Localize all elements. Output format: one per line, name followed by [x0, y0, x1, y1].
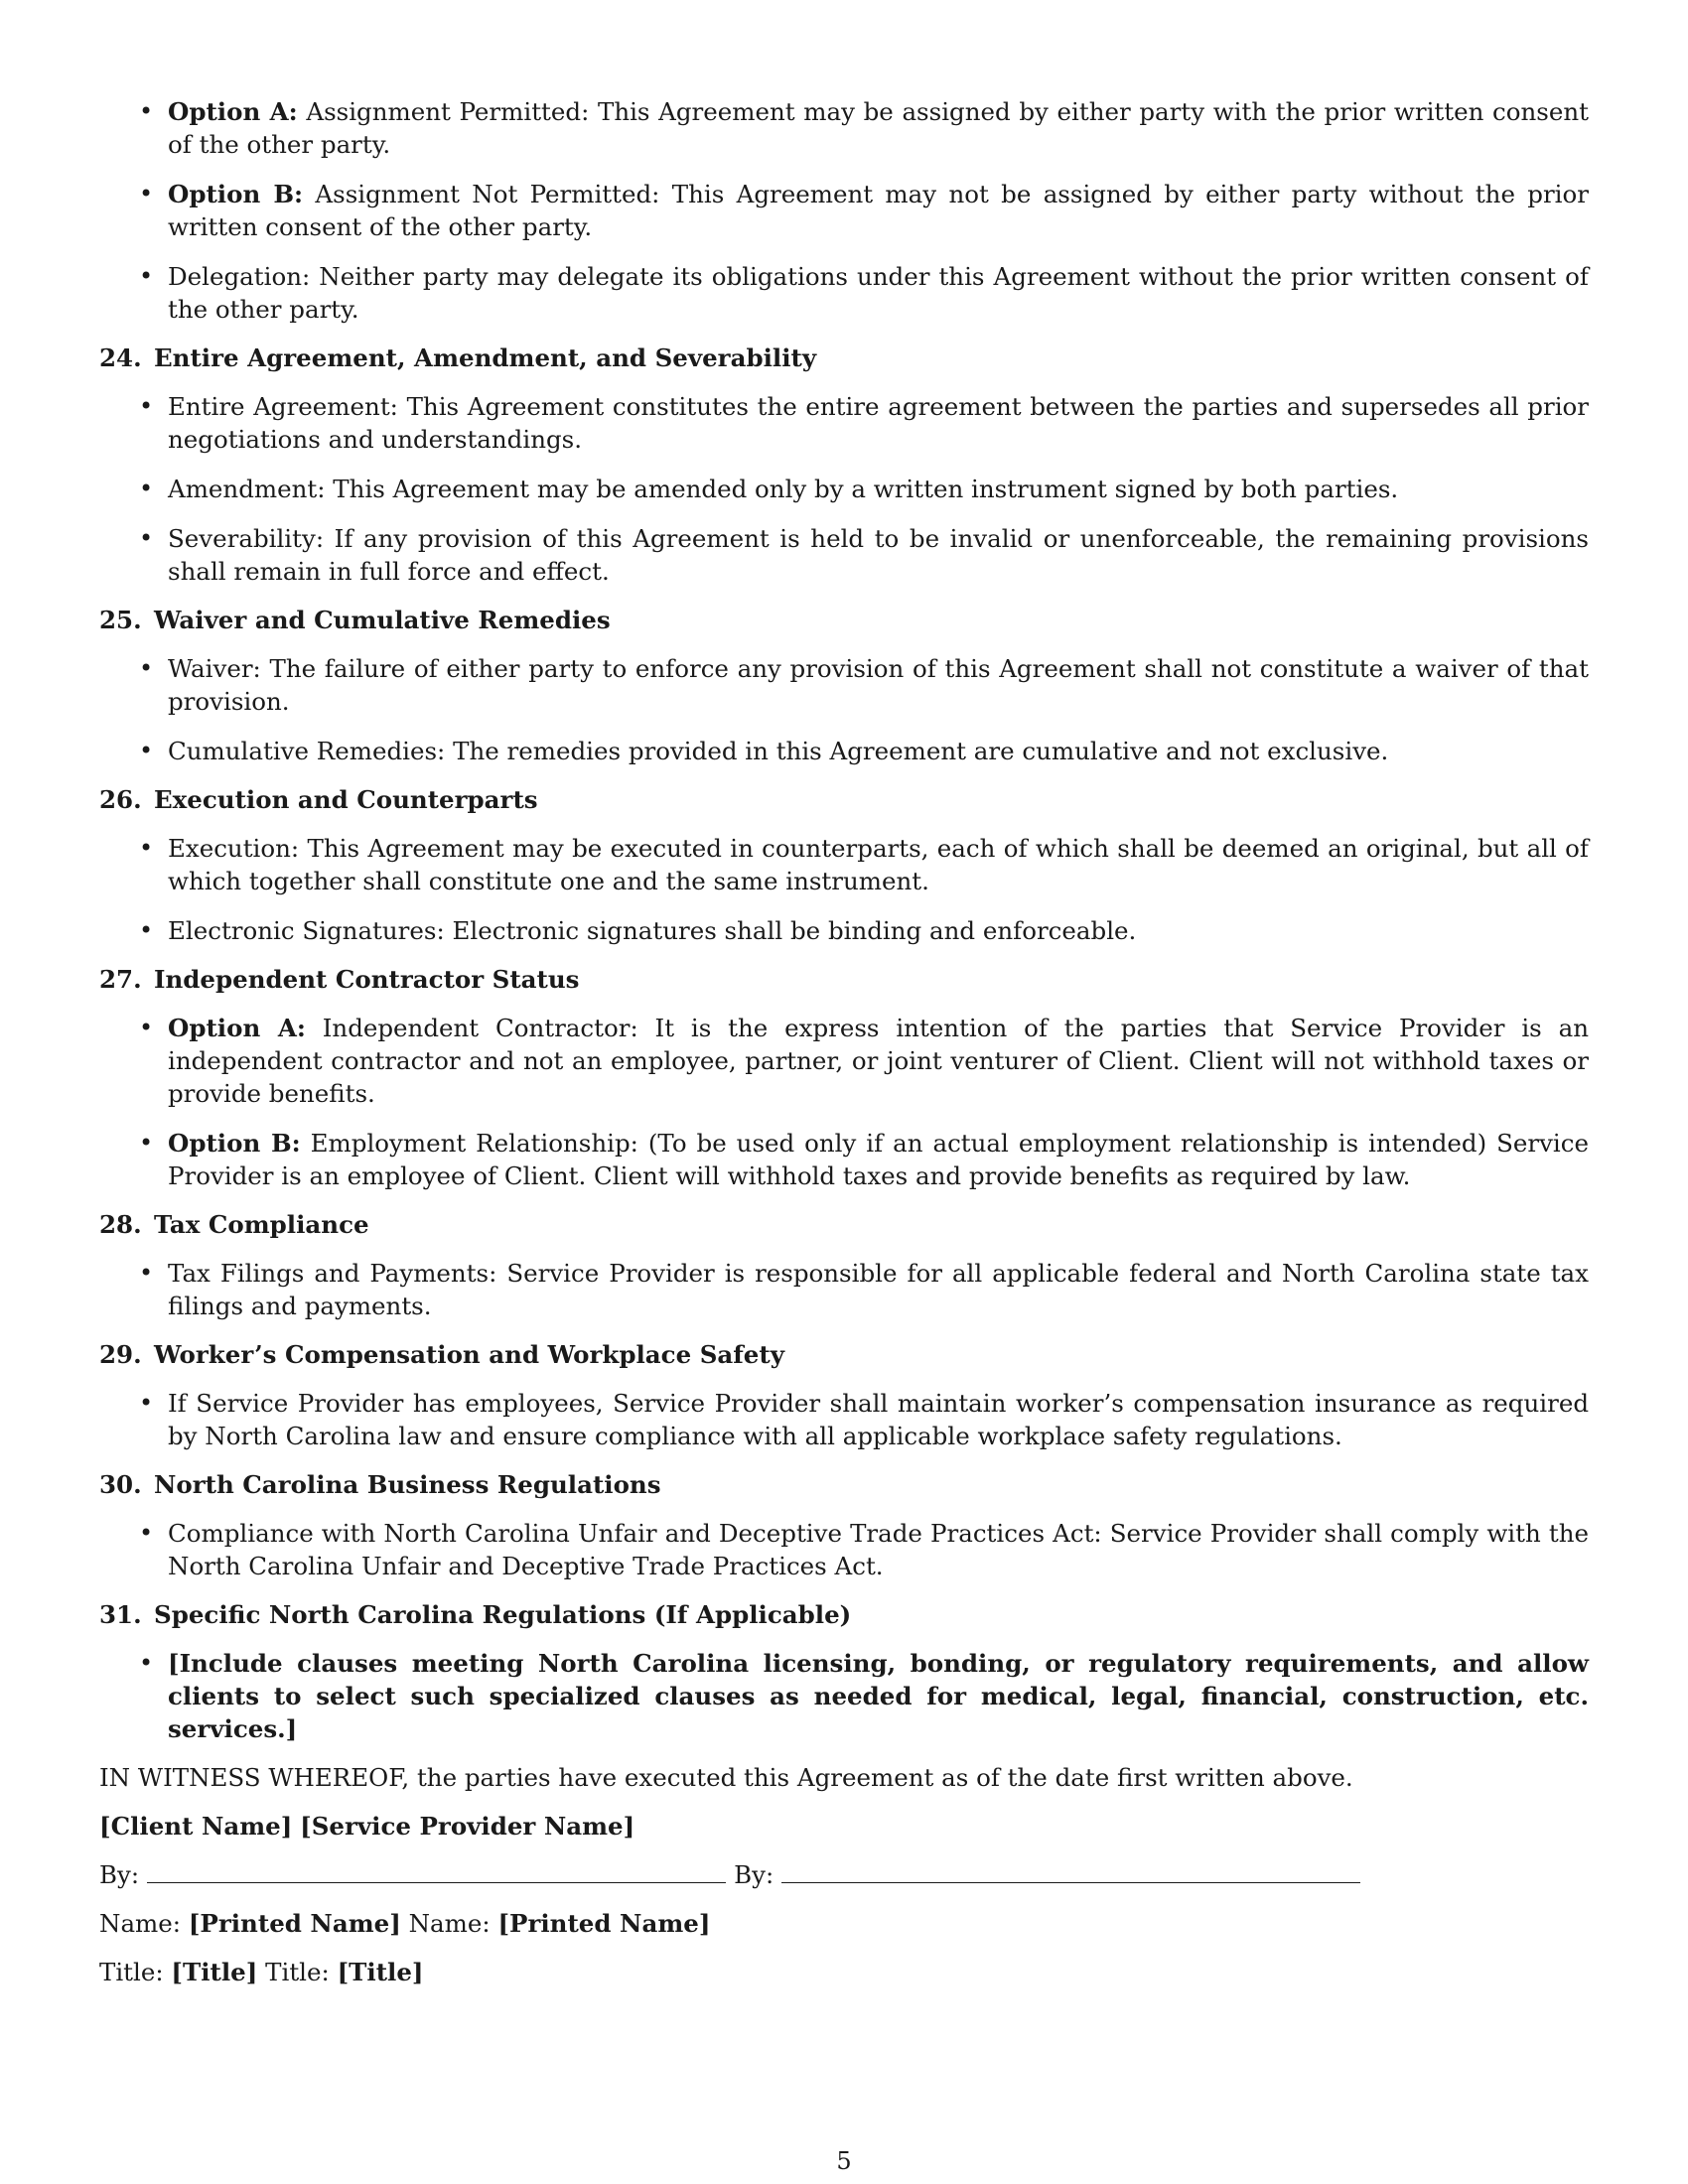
section-title: Specific North Carolina Regulations (If Applicable)	[154, 1600, 852, 1629]
bullet-text: Employment Relationship: (To be used only if an actual employment relationship is intended) Service Provider is an employee of Client. Client will withhold taxes and provide benefits as required by law.	[168, 1129, 1589, 1190]
section-heading-31	[99, 1598, 1589, 1631]
section-number: 30.	[99, 1470, 142, 1499]
section-31-list	[99, 1647, 1589, 1745]
section-24-list	[99, 390, 1589, 588]
section-title: Independent Contractor Status	[154, 965, 580, 994]
option-text: Assignment Permitted: This Agreement may be assigned by either party with the prior written consent of the other party.	[168, 97, 1590, 159]
section-title: North Carolina Business Regulations	[154, 1470, 661, 1499]
option-label: Option B:	[168, 1129, 301, 1158]
list-item	[99, 473, 1589, 505]
list-item	[99, 95, 1589, 161]
option-label: Option A:	[168, 97, 298, 126]
bullet-text: If Service Provider has employees, Service Provider shall maintain worker’s compensation insurance as required by North Carolina law and ensure compliance with all applicable workplace safety regulations.	[168, 1389, 1589, 1450]
option-label: Option A:	[168, 1014, 306, 1042]
section-number: 24.	[99, 343, 142, 372]
bullet-text: Tax Filings and Payments: Service Provider is responsible for all applicable federal and North Carolina state tax filings and payments.	[168, 1259, 1589, 1320]
section-number: 25.	[99, 606, 142, 634]
title-label: Title:	[99, 1958, 164, 1986]
placeholder-clause: [Include clauses meeting North Carolina licensing, bonding, or regulatory requirements, and allow clients to select such specialized clauses as needed for medical, legal, financial, construction, etc. services.]	[168, 1649, 1589, 1743]
bullet-text: Amendment: This Agreement may be amended only by a written instrument signed by both parties.	[168, 475, 1399, 503]
section-28-list	[99, 1257, 1589, 1322]
list-item	[99, 522, 1589, 588]
section-number: 27.	[99, 965, 142, 994]
bullet-text: Waiver: The failure of either party to enforce any provision of this Agreement shall not constitute a waiver of that provision.	[168, 654, 1589, 716]
list-item	[99, 178, 1589, 243]
assignment-options-list	[99, 95, 1589, 326]
list-item	[99, 832, 1589, 897]
option-text: Assignment Not Permitted: This Agreement may not be assigned by either party without the prior written consent of the other party.	[168, 180, 1589, 241]
section-heading-24	[99, 341, 1589, 374]
section-heading-29	[99, 1338, 1589, 1371]
name-label: Name:	[99, 1909, 182, 1938]
bullet-text: Cumulative Remedies: The remedies provided in this Agreement are cumulative and not exclusive.	[168, 737, 1389, 765]
option-label: Option B:	[168, 180, 304, 208]
bullet-text: Compliance with North Carolina Unfair and Deceptive Trade Practices Act: Service Provider shall comply with the North Carolina Unfair and Deceptive Trade Practices Act.	[168, 1519, 1589, 1580]
list-item	[99, 1257, 1589, 1322]
section-number: 31.	[99, 1600, 142, 1629]
title-row	[99, 1956, 1589, 1988]
printed-name-placeholder: [Printed Name]	[497, 1909, 711, 1938]
client-signature-line[interactable]	[147, 1858, 726, 1883]
section-30-list	[99, 1517, 1589, 1582]
by-label: By:	[734, 1860, 774, 1889]
section-title: Entire Agreement, Amendment, and Severability	[154, 343, 817, 372]
list-item	[99, 1127, 1589, 1192]
document-page	[99, 95, 1589, 2004]
section-title: Tax Compliance	[154, 1210, 369, 1239]
section-number: 29.	[99, 1340, 142, 1369]
printed-name-placeholder: [Printed Name]	[188, 1909, 401, 1938]
bullet-text: Electronic Signatures: Electronic signatures shall be binding and enforceable.	[168, 916, 1137, 945]
name-label: Name:	[408, 1909, 491, 1938]
list-item	[99, 652, 1589, 718]
section-number: 26.	[99, 785, 142, 814]
printed-name-row	[99, 1907, 1589, 1940]
client-name-placeholder: [Client Name]	[99, 1812, 293, 1841]
bullet-text: Severability: If any provision of this Agreement is held to be invalid or unenforceable, the remaining provisions shall remain in full force and effect.	[168, 524, 1589, 586]
title-placeholder: [Title]	[337, 1958, 424, 1986]
title-placeholder: [Title]	[171, 1958, 258, 1986]
section-heading-25	[99, 604, 1589, 636]
list-item	[99, 390, 1589, 456]
section-heading-26	[99, 783, 1589, 816]
list-item	[99, 1517, 1589, 1582]
provider-name-placeholder: [Service Provider Name]	[300, 1812, 635, 1841]
section-number: 28.	[99, 1210, 142, 1239]
section-27-list	[99, 1012, 1589, 1192]
list-item	[99, 260, 1589, 326]
list-item	[99, 1012, 1589, 1110]
section-29-list	[99, 1387, 1589, 1452]
section-title: Worker’s Compensation and Workplace Safety	[154, 1340, 784, 1369]
bullet-text: Independent Contractor: It is the express intention of the parties that Service Provider is an independent contractor and not an employee, partner, or joint venturer of Client. Client will not withhold taxes or provide benefits.	[168, 1014, 1589, 1108]
section-heading-30	[99, 1468, 1589, 1501]
section-heading-27	[99, 963, 1589, 996]
list-item	[99, 914, 1589, 947]
section-title: Execution and Counterparts	[154, 785, 538, 814]
provider-signature-line[interactable]	[781, 1858, 1360, 1883]
bullet-text: Execution: This Agreement may be executed in counterparts, each of which shall be deemed an original, but all of which together shall constitute one and the same instrument.	[168, 834, 1589, 895]
section-title: Waiver and Cumulative Remedies	[154, 606, 611, 634]
page-number: 5	[836, 2147, 852, 2175]
signature-lines	[99, 1858, 1589, 1891]
section-25-list	[99, 652, 1589, 767]
bullet-text: Entire Agreement: This Agreement constitutes the entire agreement between the parties and supersedes all prior negotiations and understandings.	[168, 392, 1589, 454]
witness-statement: IN WITNESS WHEREOF, the parties have executed this Agreement as of the date first written above.	[99, 1763, 1353, 1792]
signature-parties	[99, 1810, 1589, 1843]
list-item	[99, 735, 1589, 767]
section-heading-28	[99, 1208, 1589, 1241]
title-label: Title:	[265, 1958, 330, 1986]
list-item	[99, 1647, 1589, 1745]
list-item	[99, 1387, 1589, 1452]
by-label: By:	[99, 1860, 140, 1889]
section-26-list	[99, 832, 1589, 947]
option-text: Delegation: Neither party may delegate its obligations under this Agreement without the prior written consent of the other party.	[168, 262, 1589, 324]
